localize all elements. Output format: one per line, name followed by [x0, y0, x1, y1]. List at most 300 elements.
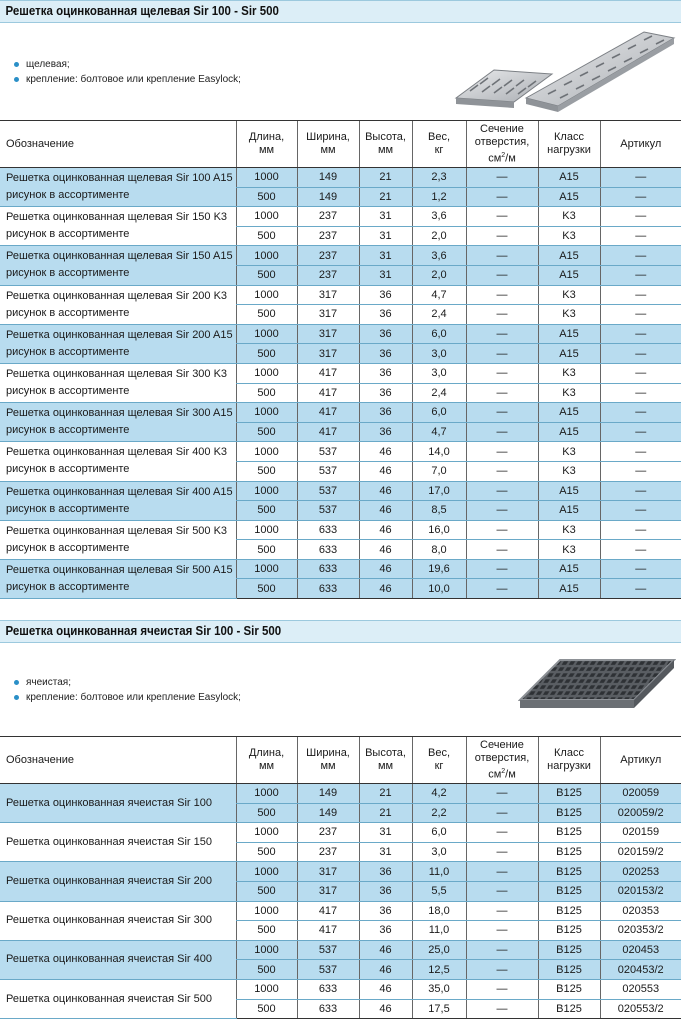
article-cell: — [600, 168, 681, 188]
class-cell: B125 [538, 940, 600, 960]
length-cell: 1000 [236, 442, 297, 462]
length-cell: 500 [236, 422, 297, 442]
weight-cell: 11,0 [412, 921, 466, 941]
section-cell: — [466, 862, 538, 882]
height-cell: 46 [359, 481, 412, 501]
height-cell: 36 [359, 305, 412, 325]
table-row [0, 403, 681, 423]
height-cell: 46 [359, 501, 412, 521]
height-cell: 46 [359, 960, 412, 980]
article-cell: — [600, 363, 681, 383]
class-cell: A15 [538, 187, 600, 207]
product-name-cell: Решетка оцинкованная щелевая Sir 150 A15 рисунок в ассортименте [0, 246, 236, 285]
mesh-features-list [14, 675, 241, 705]
height-cell: 31 [359, 246, 412, 266]
length-cell: 500 [236, 383, 297, 403]
section-cell: — [466, 461, 538, 481]
height-cell: 46 [359, 559, 412, 579]
col-class-header: Класс нагрузки [538, 121, 600, 168]
weight-cell: 18,0 [412, 901, 466, 921]
section-cell: — [466, 403, 538, 423]
article-cell: 020353/2 [600, 921, 681, 941]
product-name-cell: Решетка оцинкованная ячеистая Sir 200 [0, 862, 236, 901]
class-cell: B125 [538, 881, 600, 901]
length-cell: 1000 [236, 207, 297, 227]
height-cell: 21 [359, 187, 412, 207]
article-cell: — [600, 207, 681, 227]
table-row [0, 901, 681, 921]
section-cell: — [466, 168, 538, 188]
width-cell: 537 [297, 461, 359, 481]
length-cell: 500 [236, 461, 297, 481]
class-cell: B125 [538, 803, 600, 823]
width-cell: 537 [297, 960, 359, 980]
weight-cell: 25,0 [412, 940, 466, 960]
class-cell: K3 [538, 226, 600, 246]
class-cell: A15 [538, 168, 600, 188]
article-cell: — [600, 265, 681, 285]
article-cell: 020159 [600, 823, 681, 843]
slotted-spec-table [0, 120, 681, 599]
length-cell: 1000 [236, 784, 297, 804]
col-length-header: Длина, мм [236, 121, 297, 168]
section-cell: — [466, 285, 538, 305]
class-cell: B125 [538, 921, 600, 941]
article-cell: 020453 [600, 940, 681, 960]
product-name-cell: Решетка оцинкованная щелевая Sir 200 A15 рисунок в ассортименте [0, 324, 236, 363]
weight-cell: 16,0 [412, 520, 466, 540]
article-cell: 020553/2 [600, 999, 681, 1019]
product-name-cell: Решетка оцинкованная щелевая Sir 300 K3 рисунок в ассортименте [0, 363, 236, 402]
article-cell: — [600, 324, 681, 344]
length-cell: 1000 [236, 246, 297, 266]
weight-cell: 35,0 [412, 979, 466, 999]
table-row [0, 784, 681, 804]
table-row [0, 481, 681, 501]
weight-cell: 11,0 [412, 862, 466, 882]
height-cell: 21 [359, 803, 412, 823]
width-cell: 633 [297, 979, 359, 999]
width-cell: 633 [297, 520, 359, 540]
length-cell: 500 [236, 305, 297, 325]
height-cell: 36 [359, 422, 412, 442]
height-cell: 36 [359, 862, 412, 882]
product-name-cell: Решетка оцинкованная ячеистая Sir 400 [0, 940, 236, 979]
width-cell: 417 [297, 901, 359, 921]
weight-cell: 1,2 [412, 187, 466, 207]
slotted-section-title: Решетка оцинкованная щелевая Sir 100 - Sir 500 [0, 0, 681, 23]
weight-cell: 2,0 [412, 265, 466, 285]
section-cell: — [466, 383, 538, 403]
article-cell: 020453/2 [600, 960, 681, 980]
product-name-cell: Решетка оцинкованная щелевая Sir 500 K3 рисунок в ассортименте [0, 520, 236, 559]
table-row [0, 207, 681, 227]
col-section-header: Сечение отверстия, $см^2/м$ [466, 737, 538, 784]
height-cell: 31 [359, 226, 412, 246]
col-article-header: Артикул [600, 737, 681, 784]
height-cell: 46 [359, 940, 412, 960]
article-cell: — [600, 461, 681, 481]
length-cell: 500 [236, 540, 297, 560]
height-cell: 31 [359, 842, 412, 862]
col-height-header: Высота, мм [359, 737, 412, 784]
class-cell: K3 [538, 540, 600, 560]
section-cell: — [466, 901, 538, 921]
height-cell: 36 [359, 383, 412, 403]
section-cell: — [466, 501, 538, 521]
product-name-cell: Решетка оцинкованная щелевая Sir 150 K3 рисунок в ассортименте [0, 207, 236, 246]
section-cell: — [466, 207, 538, 227]
width-cell: 237 [297, 226, 359, 246]
class-cell: K3 [538, 207, 600, 227]
class-cell: B125 [538, 842, 600, 862]
table-header-row [0, 121, 681, 168]
class-cell: K3 [538, 285, 600, 305]
length-cell: 500 [236, 187, 297, 207]
section-cell: — [466, 442, 538, 462]
section-cell: — [466, 520, 538, 540]
bullet-icon [14, 680, 19, 685]
weight-cell: 3,6 [412, 246, 466, 266]
product-name-cell: Решетка оцинкованная щелевая Sir 500 A15 рисунок в ассортименте [0, 559, 236, 598]
article-cell: — [600, 383, 681, 403]
weight-cell: 2,2 [412, 803, 466, 823]
weight-cell: 2,4 [412, 305, 466, 325]
mesh-section-title: Решетка оцинкованная ячеистая Sir 100 - Sir 500 [0, 620, 681, 643]
width-cell: 237 [297, 246, 359, 266]
product-name-cell: Решетка оцинкованная ячеистая Sir 300 [0, 901, 236, 940]
width-cell: 633 [297, 540, 359, 560]
class-cell: B125 [538, 823, 600, 843]
table-row [0, 862, 681, 882]
weight-cell: 3,0 [412, 363, 466, 383]
weight-cell: 7,0 [412, 461, 466, 481]
weight-cell: 4,2 [412, 784, 466, 804]
height-cell: 31 [359, 823, 412, 843]
product-name-cell: Решетка оцинкованная ячеистая Sir 500 [0, 979, 236, 1018]
width-cell: 317 [297, 862, 359, 882]
table-row [0, 324, 681, 344]
height-cell: 46 [359, 442, 412, 462]
width-cell: 633 [297, 999, 359, 1019]
section-cell: — [466, 823, 538, 843]
table-row [0, 168, 681, 188]
product-name-cell: Решетка оцинкованная щелевая Sir 100 A15 рисунок в ассортименте [0, 168, 236, 207]
feature-item: крепление: болтовое или крепление Easylock; [14, 72, 241, 87]
section-cell: — [466, 246, 538, 266]
feature-item: ячеистая; [14, 675, 241, 690]
width-cell: 317 [297, 881, 359, 901]
class-cell: B125 [538, 960, 600, 980]
section-cell: — [466, 784, 538, 804]
weight-cell: 8,0 [412, 540, 466, 560]
article-cell: — [600, 520, 681, 540]
section-cell: — [466, 305, 538, 325]
class-cell: A15 [538, 265, 600, 285]
article-cell: — [600, 540, 681, 560]
feature-item: щелевая; [14, 57, 241, 72]
length-cell: 500 [236, 226, 297, 246]
table-row [0, 979, 681, 999]
section-cell: — [466, 559, 538, 579]
class-cell: B125 [538, 784, 600, 804]
section-cell: — [466, 960, 538, 980]
weight-cell: 6,0 [412, 403, 466, 423]
article-cell: — [600, 403, 681, 423]
class-cell: B125 [538, 979, 600, 999]
width-cell: 317 [297, 305, 359, 325]
weight-cell: 19,6 [412, 559, 466, 579]
class-cell: K3 [538, 520, 600, 540]
col-class-header: Класс нагрузки [538, 737, 600, 784]
height-cell: 36 [359, 881, 412, 901]
length-cell: 500 [236, 803, 297, 823]
col-width-header: Ширина, мм [297, 737, 359, 784]
article-cell: 020253 [600, 862, 681, 882]
length-cell: 1000 [236, 901, 297, 921]
length-cell: 1000 [236, 481, 297, 501]
table-row [0, 940, 681, 960]
section-cell: — [466, 921, 538, 941]
article-cell: 020353 [600, 901, 681, 921]
width-cell: 237 [297, 265, 359, 285]
mesh-grating-image [518, 654, 676, 714]
article-cell: — [600, 422, 681, 442]
length-cell: 500 [236, 881, 297, 901]
section-cell: — [466, 363, 538, 383]
length-cell: 500 [236, 842, 297, 862]
class-cell: A15 [538, 246, 600, 266]
section-cell: — [466, 481, 538, 501]
height-cell: 46 [359, 461, 412, 481]
length-cell: 500 [236, 579, 297, 599]
class-cell: K3 [538, 383, 600, 403]
length-cell: 1000 [236, 559, 297, 579]
length-cell: 500 [236, 921, 297, 941]
article-cell: — [600, 501, 681, 521]
width-cell: 317 [297, 285, 359, 305]
table-header-row [0, 737, 681, 784]
section-cell: — [466, 979, 538, 999]
section-cell: — [466, 265, 538, 285]
weight-cell: 14,0 [412, 442, 466, 462]
article-cell: — [600, 442, 681, 462]
class-cell: B125 [538, 999, 600, 1019]
article-cell: — [600, 481, 681, 501]
weight-cell: 8,5 [412, 501, 466, 521]
length-cell: 1000 [236, 168, 297, 188]
class-cell: B125 [538, 901, 600, 921]
article-cell: — [600, 579, 681, 599]
length-cell: 1000 [236, 403, 297, 423]
col-weight-header: Вес, кг [412, 737, 466, 784]
weight-cell: 17,5 [412, 999, 466, 1019]
bullet-icon [14, 62, 19, 67]
weight-cell: 17,0 [412, 481, 466, 501]
class-cell: A15 [538, 403, 600, 423]
table-row [0, 246, 681, 266]
slotted-features-list [14, 57, 241, 87]
weight-cell: 6,0 [412, 324, 466, 344]
mesh-spec-table [0, 736, 681, 1019]
height-cell: 21 [359, 168, 412, 188]
table-row [0, 823, 681, 843]
weight-cell: 12,5 [412, 960, 466, 980]
col-name-header: Обозначение [0, 737, 236, 784]
class-cell: A15 [538, 481, 600, 501]
width-cell: 149 [297, 784, 359, 804]
product-name-cell: Решетка оцинкованная щелевая Sir 300 A15 рисунок в ассортименте [0, 403, 236, 442]
class-cell: A15 [538, 422, 600, 442]
product-name-cell: Решетка оцинкованная щелевая Sir 400 A15 рисунок в ассортименте [0, 481, 236, 520]
class-cell: K3 [538, 442, 600, 462]
width-cell: 537 [297, 481, 359, 501]
col-section-header: Сечение отверстия, $см^2/м$ [466, 121, 538, 168]
section-cell: — [466, 842, 538, 862]
width-cell: 417 [297, 363, 359, 383]
width-cell: 537 [297, 940, 359, 960]
weight-cell: 3,0 [412, 842, 466, 862]
product-name-cell: Решетка оцинкованная щелевая Sir 400 K3 рисунок в ассортименте [0, 442, 236, 481]
table-row [0, 363, 681, 383]
section-cell: — [466, 540, 538, 560]
weight-cell: 6,0 [412, 823, 466, 843]
length-cell: 1000 [236, 285, 297, 305]
height-cell: 36 [359, 363, 412, 383]
section-cell: — [466, 999, 538, 1019]
article-cell: 020059 [600, 784, 681, 804]
height-cell: 46 [359, 520, 412, 540]
class-cell: A15 [538, 559, 600, 579]
height-cell: 36 [359, 344, 412, 364]
width-cell: 149 [297, 803, 359, 823]
length-cell: 500 [236, 501, 297, 521]
table-row [0, 285, 681, 305]
height-cell: 36 [359, 403, 412, 423]
length-cell: 500 [236, 960, 297, 980]
slotted-grating-image [448, 28, 676, 114]
height-cell: 46 [359, 540, 412, 560]
length-cell: 1000 [236, 324, 297, 344]
col-article-header: Артикул [600, 121, 681, 168]
weight-cell: 4,7 [412, 285, 466, 305]
height-cell: 36 [359, 285, 412, 305]
weight-cell: 5,5 [412, 881, 466, 901]
width-cell: 237 [297, 207, 359, 227]
article-cell: 020153/2 [600, 881, 681, 901]
weight-cell: 2,3 [412, 168, 466, 188]
height-cell: 21 [359, 784, 412, 804]
height-cell: 36 [359, 901, 412, 921]
height-cell: 46 [359, 999, 412, 1019]
width-cell: 417 [297, 422, 359, 442]
width-cell: 417 [297, 383, 359, 403]
table-row [0, 442, 681, 462]
table-row [0, 520, 681, 540]
section-cell: — [466, 422, 538, 442]
article-cell: 020059/2 [600, 803, 681, 823]
width-cell: 237 [297, 842, 359, 862]
section-cell: — [466, 940, 538, 960]
width-cell: 149 [297, 168, 359, 188]
col-name-header: Обозначение [0, 121, 236, 168]
width-cell: 537 [297, 501, 359, 521]
width-cell: 633 [297, 579, 359, 599]
mesh-section [0, 620, 681, 643]
class-cell: A15 [538, 344, 600, 364]
class-cell: K3 [538, 363, 600, 383]
section-cell: — [466, 881, 538, 901]
weight-cell: 4,7 [412, 422, 466, 442]
article-cell: — [600, 559, 681, 579]
width-cell: 317 [297, 324, 359, 344]
section-cell: — [466, 803, 538, 823]
class-cell: A15 [538, 579, 600, 599]
section-cell: — [466, 579, 538, 599]
class-cell: K3 [538, 461, 600, 481]
length-cell: 1000 [236, 940, 297, 960]
section-cell: — [466, 187, 538, 207]
width-cell: 537 [297, 442, 359, 462]
height-cell: 36 [359, 324, 412, 344]
table-row [0, 559, 681, 579]
height-cell: 31 [359, 265, 412, 285]
length-cell: 1000 [236, 979, 297, 999]
weight-cell: 10,0 [412, 579, 466, 599]
length-cell: 500 [236, 344, 297, 364]
col-width-header: Ширина, мм [297, 121, 359, 168]
length-cell: 1000 [236, 823, 297, 843]
class-cell: B125 [538, 862, 600, 882]
article-cell: — [600, 305, 681, 325]
height-cell: 31 [359, 207, 412, 227]
product-name-cell: Решетка оцинкованная щелевая Sir 200 K3 рисунок в ассортименте [0, 285, 236, 324]
article-cell: 020159/2 [600, 842, 681, 862]
length-cell: 500 [236, 265, 297, 285]
bullet-icon [14, 695, 19, 700]
width-cell: 237 [297, 823, 359, 843]
class-cell: A15 [538, 501, 600, 521]
weight-cell: 2,4 [412, 383, 466, 403]
article-cell: — [600, 344, 681, 364]
length-cell: 1000 [236, 363, 297, 383]
article-cell: 020553 [600, 979, 681, 999]
article-cell: — [600, 187, 681, 207]
length-cell: 1000 [236, 520, 297, 540]
class-cell: A15 [538, 324, 600, 344]
section-cell: — [466, 324, 538, 344]
bullet-icon [14, 77, 19, 82]
weight-cell: 3,6 [412, 207, 466, 227]
width-cell: 417 [297, 921, 359, 941]
product-name-cell: Решетка оцинкованная ячеистая Sir 150 [0, 823, 236, 862]
article-cell: — [600, 226, 681, 246]
weight-cell: 3,0 [412, 344, 466, 364]
height-cell: 46 [359, 979, 412, 999]
weight-cell: 2,0 [412, 226, 466, 246]
width-cell: 317 [297, 344, 359, 364]
col-height-header: Высота, мм [359, 121, 412, 168]
width-cell: 417 [297, 403, 359, 423]
article-cell: — [600, 246, 681, 266]
section-cell: — [466, 344, 538, 364]
col-length-header: Длина, мм [236, 737, 297, 784]
feature-item: крепление: болтовое или крепление Easylock; [14, 690, 241, 705]
height-cell: 36 [359, 921, 412, 941]
length-cell: 500 [236, 999, 297, 1019]
width-cell: 633 [297, 559, 359, 579]
col-weight-header: Вес, кг [412, 121, 466, 168]
